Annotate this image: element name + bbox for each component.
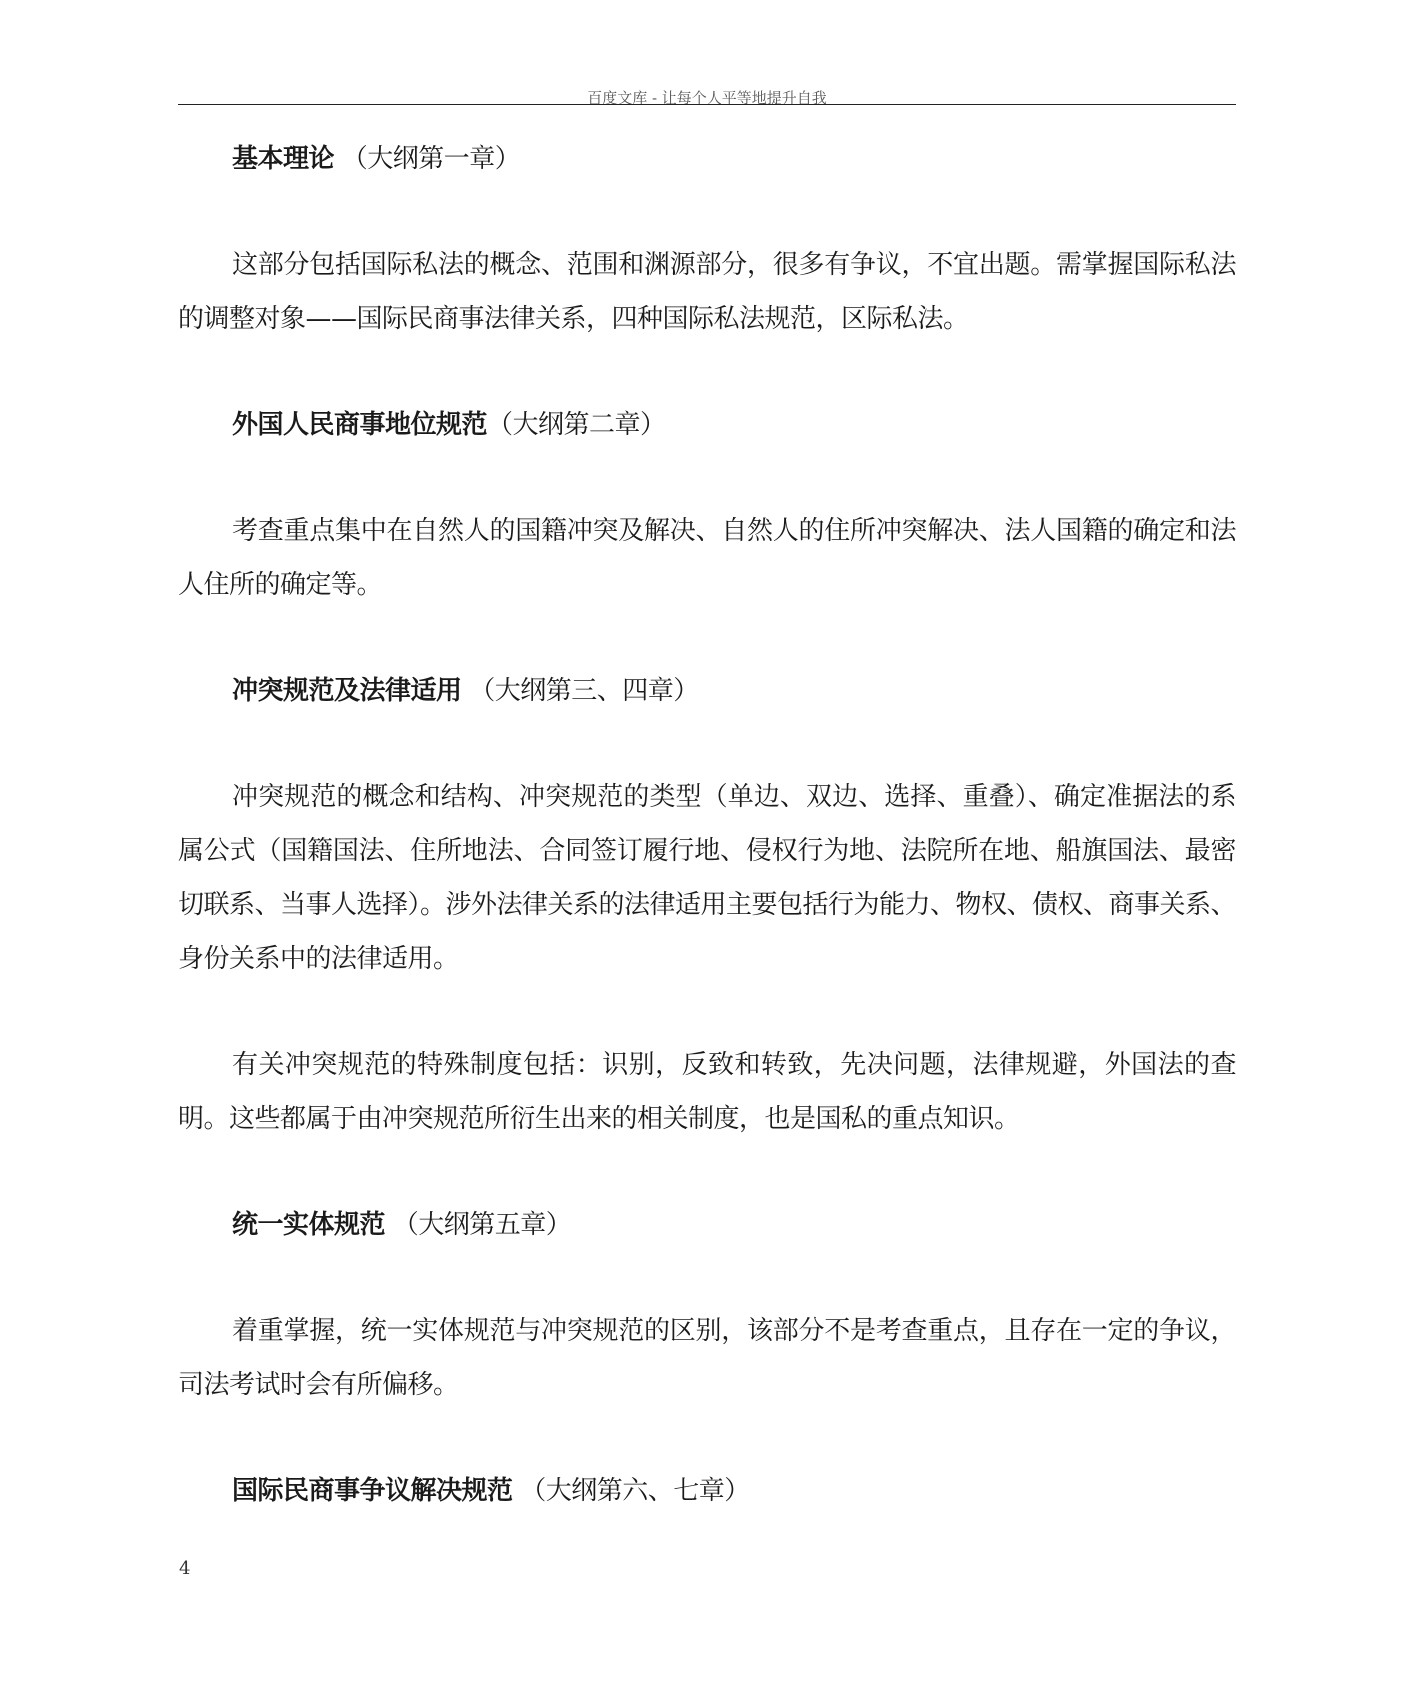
section-heading-note: （大纲第三、四章） bbox=[461, 676, 699, 706]
section-heading-title: 冲突规范及法律适用 bbox=[232, 676, 462, 706]
section-heading-3 bbox=[178, 664, 1236, 718]
section-paragraph: 考查重点集中在自然人的国籍冲突及解决、自然人的住所冲突解决、法人国籍的确定和法人住所的确定等。 bbox=[178, 516, 1236, 600]
section-paragraph: 这部分包括国际私法的概念、范围和渊源部分，很多有争议，不宜出题。需掌握国际私法的调整对象——国际民商事法律关系，四种国际私法规范，区际私法。 bbox=[178, 250, 1236, 334]
document-body bbox=[178, 132, 1236, 1518]
header-divider bbox=[178, 104, 1236, 105]
section-paragraph: 着重掌握，统一实体规范与冲突规范的区别，该部分不是考查重点，且存在一定的争议，司法考试时会有所偏移。 bbox=[178, 1316, 1236, 1400]
section-heading-note: （大纲第一章） bbox=[334, 144, 521, 174]
section-heading-note: （大纲第五章） bbox=[385, 1210, 572, 1240]
section-heading-title: 外国人民商事地位规范 bbox=[232, 410, 488, 440]
section-heading-title: 国际民商事争议解决规范 bbox=[232, 1476, 513, 1506]
section-heading-note: （大纲第六、七章） bbox=[512, 1476, 750, 1506]
section-paragraph: 有关冲突规范的特殊制度包括：识别，反致和转致，先决问题，法律规避，外国法的查明。这些都属于由冲突规范所衍生出来的相关制度，也是国私的重点知识。 bbox=[178, 1050, 1236, 1134]
section-paragraph: 冲突规范的概念和结构、冲突规范的类型（单边、双边、选择、重叠）、确定准据法的系属公式（国籍国法、住所地法、合同签订履行地、侵权行为地、法院所在地、船旗国法、最密切联系、当事人选择）。涉外法律关系的法律适用主要包括行为能力、物权、债权、商事关系、身份关系中的法律适用。 bbox=[178, 782, 1237, 974]
page-number: 4 bbox=[179, 1558, 191, 1579]
section-heading-title: 统一实体规范 bbox=[232, 1210, 386, 1240]
section-heading-5 bbox=[178, 1464, 1236, 1518]
section-heading-4 bbox=[178, 1198, 1236, 1252]
section-heading-note: （大纲第二章） bbox=[487, 410, 666, 440]
page-header: 百度文库 - 让每个人平等地提升自我 bbox=[587, 89, 827, 107]
section-heading-title: 基本理论 bbox=[232, 144, 335, 174]
section-heading-2 bbox=[178, 398, 1236, 452]
section-heading-1 bbox=[178, 132, 1236, 186]
